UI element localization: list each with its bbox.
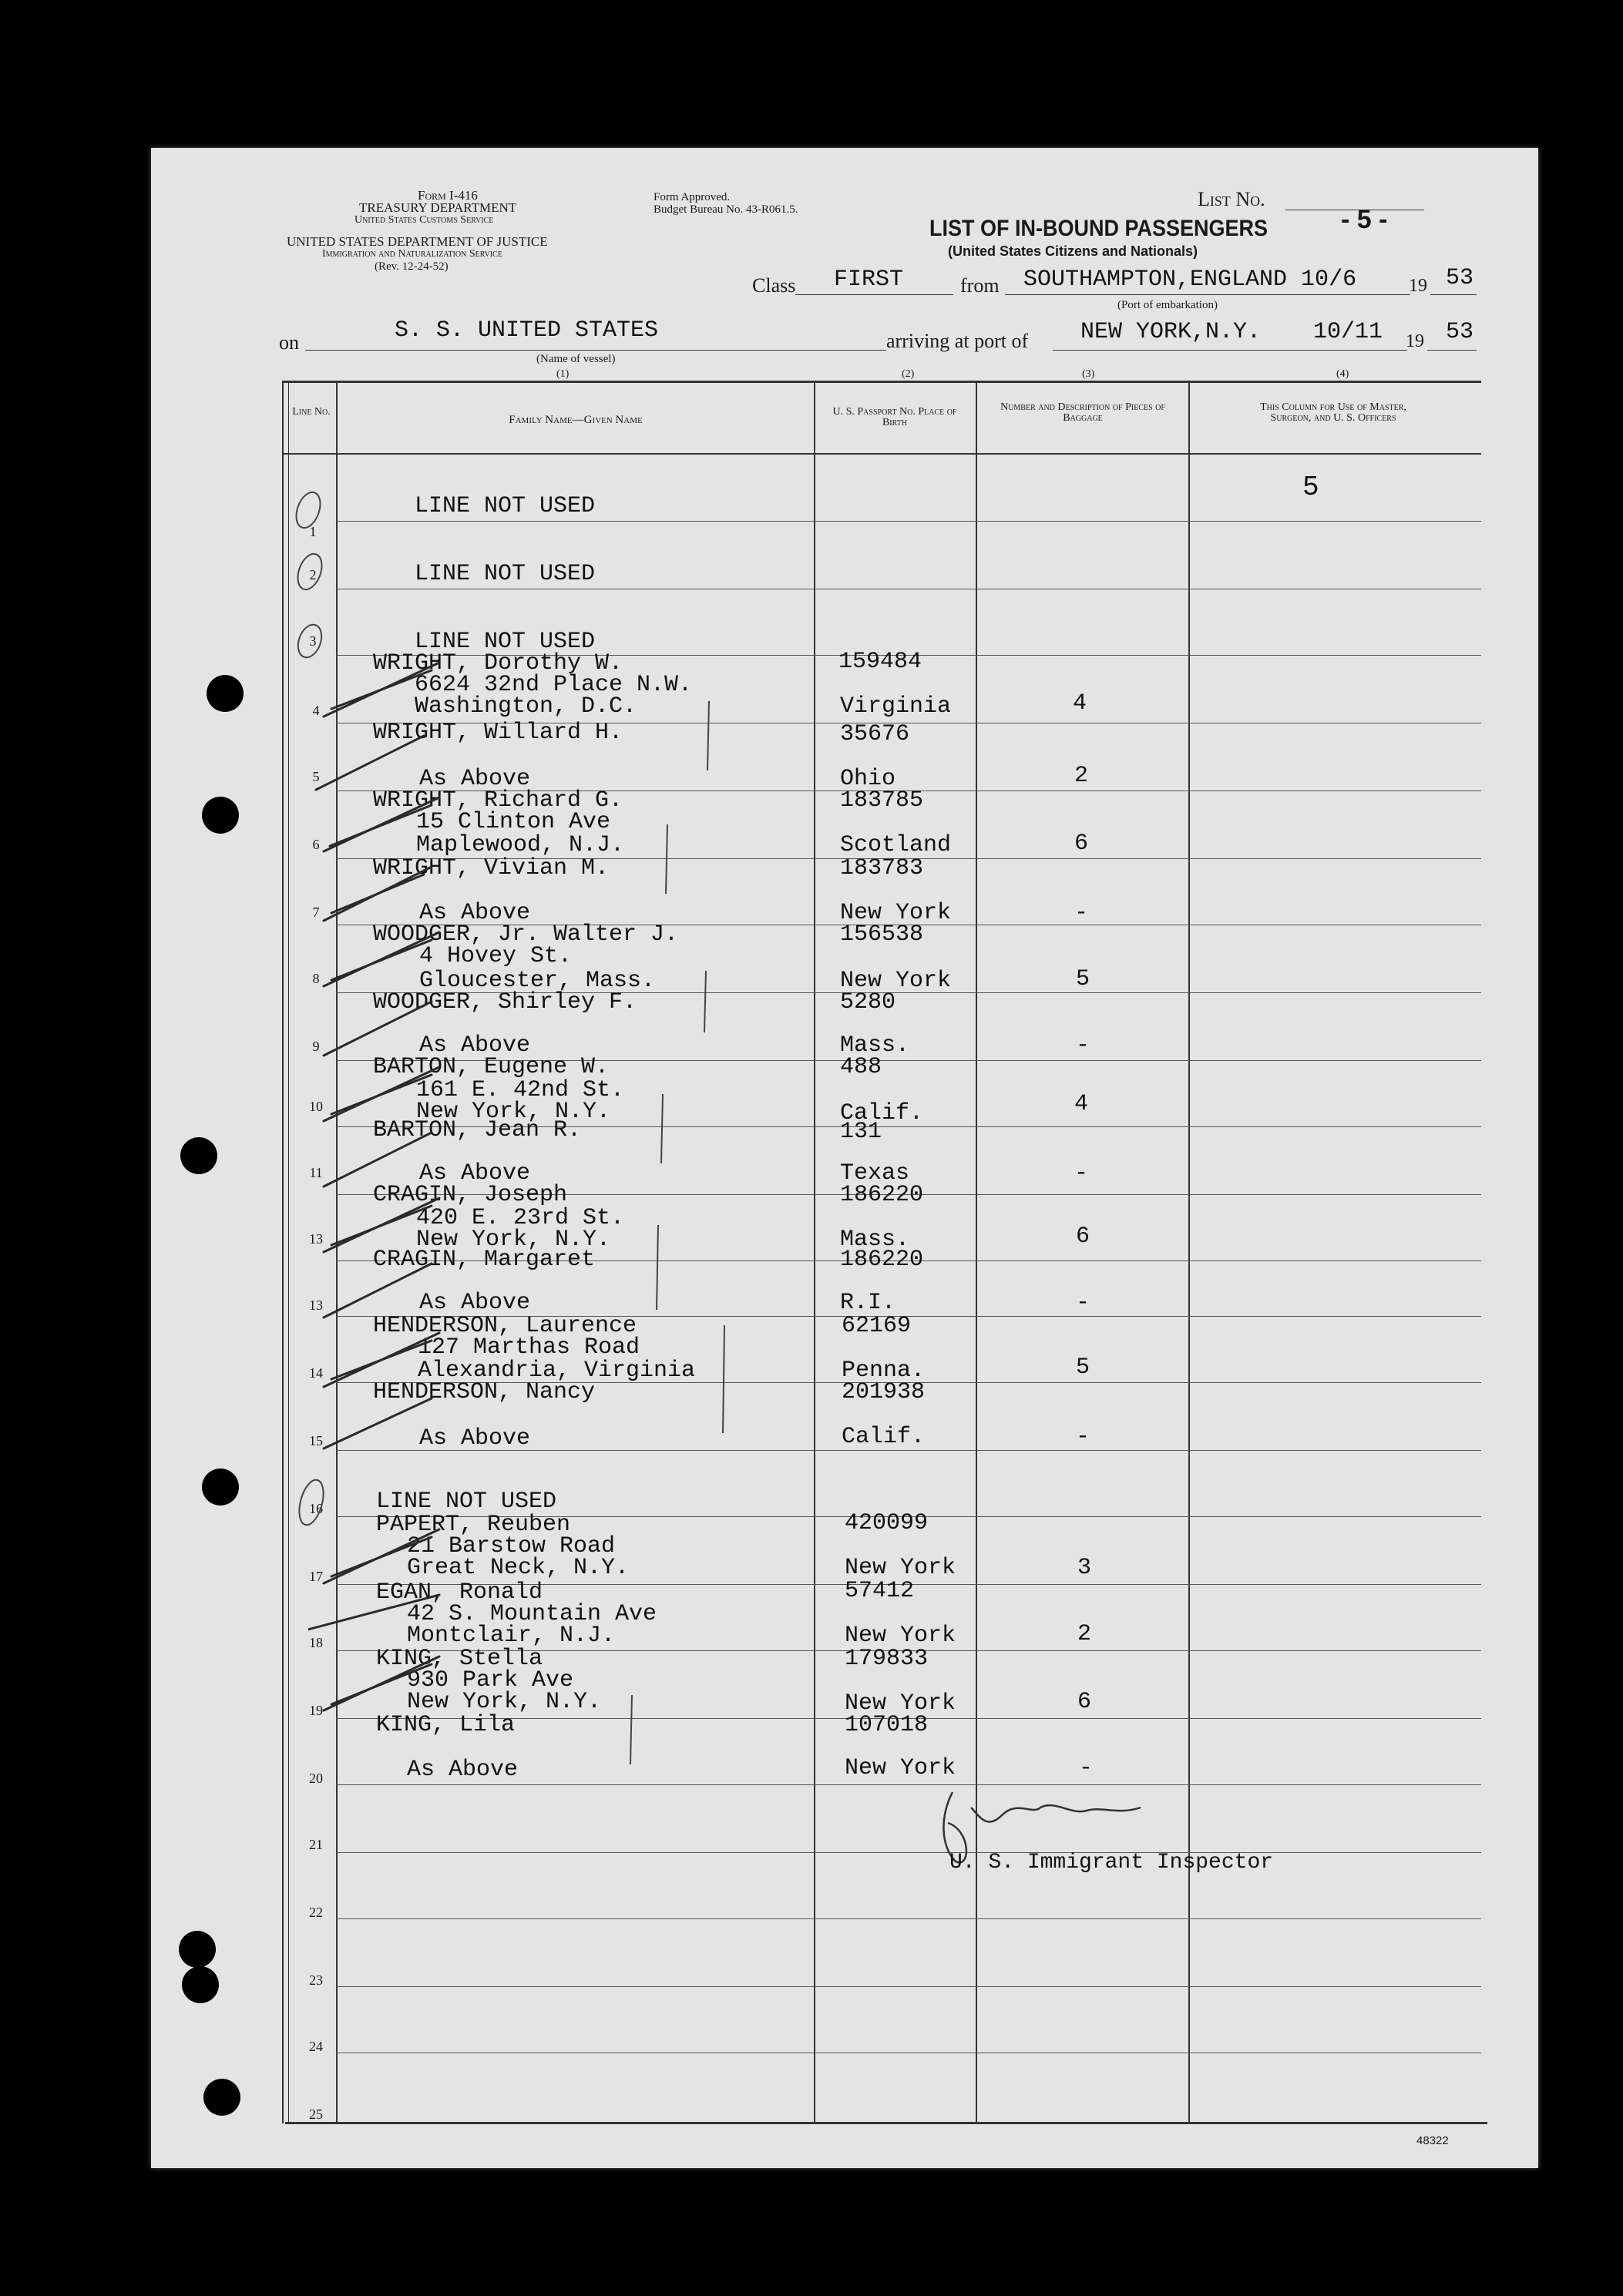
row-14-address: 127 Marthas Road (418, 1334, 640, 1361)
row-17-baggage: 3 (1077, 1555, 1092, 1581)
line-number: 4 (312, 703, 320, 718)
list-no-label: List No. (1198, 188, 1265, 210)
row-10-name: BARTON, Eugene W. (373, 1054, 610, 1080)
row-19-baggage: 6 (1077, 1689, 1092, 1715)
header-passport: U. S. Passport No. Place of Birth (832, 406, 957, 428)
row-5-baggage: 2 (1074, 763, 1089, 789)
header-name: Family Name—Given Name (509, 414, 643, 426)
header-officers: This Column for Use of Master, Surgeon, and U. S. Officers (1260, 401, 1406, 424)
row-14-passport: 62169 (842, 1313, 912, 1339)
row-13-name: CRAGIN, Margaret (373, 1247, 596, 1273)
row-13-birthplace: R.I. (840, 1290, 896, 1316)
col1-number: (1) (556, 368, 570, 380)
row-11-baggage: - (1074, 1160, 1089, 1187)
row-11-birthplace: Texas (840, 1160, 910, 1187)
row-10-passport: 488 (840, 1054, 882, 1080)
row-4-address: 6624 32nd Place N.W. (415, 672, 693, 698)
row-4-baggage: 4 (1073, 690, 1087, 717)
row-16-name: LINE NOT USED (376, 1489, 557, 1515)
form-number: Form I-416 (418, 188, 478, 203)
arrival-year-prefix: 19 (1406, 331, 1424, 351)
row-14-baggage: 5 (1076, 1354, 1090, 1381)
row-15-birthplace: Calif. (842, 1424, 926, 1450)
row-20-passport: 107018 (845, 1712, 929, 1738)
row-10-birthplace: Calif. (840, 1100, 924, 1126)
row-12-passport: 186220 (840, 1182, 924, 1208)
row-1-name: LINE NOT USED (415, 493, 596, 519)
arrival-date: 10/11 (1313, 319, 1383, 345)
row-9-name: WOODGER, Shirley F. (373, 989, 637, 1015)
row-6-birthplace: Scotland (840, 832, 952, 858)
row-4-passport: 159484 (838, 649, 922, 675)
col2-number: (2) (902, 368, 915, 380)
from-underline (1005, 294, 1410, 295)
row-12-baggage: 6 (1076, 1224, 1090, 1250)
row-13-baggage: - (1076, 1290, 1090, 1316)
punch-hole (182, 1966, 219, 2003)
row-7-address: As Above (419, 900, 531, 926)
row-7-passport: 183783 (840, 855, 924, 881)
line-number: 14 (309, 1365, 323, 1381)
row-9-baggage: - (1076, 1032, 1090, 1059)
row-18-birthplace: New York (845, 1623, 956, 1649)
line-number: 15 (309, 1433, 323, 1448)
row-4-name: WRIGHT, Dorothy W. (373, 650, 623, 676)
list-number: - 5 - (1341, 205, 1388, 234)
row-15-baggage: - (1076, 1424, 1090, 1450)
line-number: 20 (309, 1771, 323, 1786)
from-year-prefix: 19 (1409, 276, 1427, 296)
col4-number: (4) (1336, 368, 1349, 380)
class-label: Class (752, 274, 796, 297)
row-14-birthplace: Penna. (842, 1358, 926, 1384)
row-8-baggage: 5 (1076, 966, 1090, 992)
row-6-baggage: 6 (1074, 831, 1089, 857)
class-underline (795, 294, 953, 295)
from-year: 53 (1446, 265, 1474, 291)
line-number: 19 (309, 1703, 323, 1718)
row-9-birthplace: Mass. (840, 1032, 910, 1059)
row-17-birthplace: New York (845, 1555, 956, 1581)
punch-hole (179, 1931, 216, 1968)
row-18-address: 42 S. Mountain Ave (407, 1601, 657, 1627)
vessel-label: (Name of vessel) (536, 353, 616, 365)
line-number: 22 (309, 1905, 323, 1920)
row-9-address: As Above (419, 1032, 531, 1059)
row-8-passport: 156538 (840, 921, 924, 948)
row-13-passport: 186220 (840, 1247, 924, 1273)
vessel-underline (305, 350, 886, 351)
row-17-name: PAPERT, Reuben (376, 1512, 571, 1538)
row-8-city: Gloucester, Mass. (419, 968, 656, 994)
row-8-address: 4 Hovey St. (419, 943, 573, 969)
row-5-birthplace: Ohio (840, 766, 896, 792)
row-17-address: 21 Barstow Road (407, 1533, 616, 1559)
class-value: FIRST (834, 267, 904, 293)
punch-hole (180, 1137, 217, 1174)
budget-bureau: Budget Bureau No. 43-R061.5. (654, 203, 798, 216)
line-number: 18 (309, 1635, 323, 1650)
row-7-birthplace: New York (840, 900, 952, 926)
row-15-name: HENDERSON, Nancy (373, 1379, 596, 1405)
arrival-underline (1053, 350, 1407, 351)
row-20-baggage: - (1079, 1755, 1094, 1781)
line-number: 2 (309, 567, 317, 582)
row-12-birthplace: Mass. (840, 1227, 910, 1253)
row-12-address: 420 E. 23rd St. (416, 1205, 625, 1231)
document-title: LIST OF IN-BOUND PASSENGERS (929, 216, 1268, 241)
row-6-address: 15 Clinton Ave (416, 809, 611, 835)
revision: (Rev. 12-24-52) (375, 260, 449, 273)
line-number: 17 (309, 1569, 323, 1584)
port-embarkation-label: (Port of embarkation) (1117, 299, 1218, 311)
row-19-passport: 179833 (845, 1646, 929, 1672)
on-label: on (279, 331, 299, 354)
line-number: 8 (312, 971, 320, 986)
row-5-passport: 35676 (840, 721, 910, 747)
form-approved: Form Approved. (654, 191, 731, 203)
header-baggage: Number and Description of Pieces of Baggage (1000, 401, 1165, 424)
row-19-city: New York, N.Y. (407, 1689, 602, 1715)
row-10-address: 161 E. 42nd St. (416, 1077, 625, 1103)
customs-service: United States Customs Service (355, 214, 494, 226)
row-17-passport: 420099 (845, 1510, 929, 1536)
line-number: 13 (309, 1297, 323, 1313)
row-5-address: As Above (419, 766, 531, 792)
row-8-name: WOODGER, Jr. Walter J. (373, 921, 679, 948)
line-number: 7 (312, 905, 320, 920)
row-14-city: Alexandria, Virginia (418, 1358, 696, 1384)
row-13-address: As Above (419, 1290, 531, 1316)
line-number: 24 (309, 2039, 323, 2054)
line-number: 25 (309, 2106, 323, 2122)
ins-label: Immigration and Naturalization Service (322, 248, 502, 260)
line-number: 10 (309, 1099, 323, 1114)
embarkation-port: SOUTHAMPTON,ENGLAND 10/6 (1023, 267, 1357, 293)
punch-hole (207, 675, 244, 712)
row-11-passport: 131 (840, 1119, 882, 1145)
document-subtitle: (United States Citizens and Nationals) (948, 243, 1198, 259)
row-11-address: As Above (419, 1160, 531, 1187)
from-label: from (960, 274, 1000, 297)
row-18-passport: 57412 (845, 1578, 915, 1604)
row-11-name: BARTON, Jean R. (373, 1117, 582, 1143)
row-19-name: KING, Stella (376, 1646, 543, 1672)
row-10-baggage: 4 (1074, 1091, 1089, 1117)
row-4-city: Washington, D.C. (415, 693, 637, 720)
arriving-label: arriving at port of (886, 330, 1029, 352)
line-number: 5 (312, 769, 320, 784)
row-6-city: Maplewood, N.J. (416, 832, 625, 858)
arrival-year-underline (1427, 350, 1477, 351)
row-7-name: WRIGHT, Vivian M. (373, 855, 610, 881)
row-18-name: EGAN, Ronald (376, 1579, 543, 1606)
row-9-passport: 5280 (840, 989, 896, 1015)
row-19-address: 930 Park Ave (407, 1667, 574, 1693)
treasury-dept: TREASURY DEPARTMENT (359, 200, 517, 215)
line-number: 3 (309, 633, 317, 649)
header-line-no: Line No. (292, 406, 331, 418)
row-14-name: HENDERSON, Laurence (373, 1313, 637, 1339)
line-number: 9 (312, 1039, 320, 1054)
row-20-address: As Above (407, 1757, 519, 1783)
col3-number: (3) (1082, 368, 1095, 380)
line-number: 11 (309, 1165, 323, 1180)
line-number: 23 (309, 1972, 323, 1988)
justice-dept: UNITED STATES DEPARTMENT OF JUSTICE (287, 234, 548, 249)
line-number: 16 (309, 1501, 323, 1516)
line-number: 13 (309, 1231, 323, 1247)
row-17-city: Great Neck, N.Y. (407, 1555, 630, 1581)
row-20-birthplace: New York (845, 1755, 956, 1781)
row-6-passport: 183785 (840, 787, 924, 814)
line-number: 6 (312, 837, 320, 852)
arrival-port: NEW YORK,N.Y. (1080, 319, 1262, 345)
inspector-title: U. S. Immigrant Inspector (949, 1851, 1274, 1875)
arrival-year: 53 (1446, 319, 1474, 345)
footer-code: 48322 (1416, 2134, 1449, 2147)
row-5-name: WRIGHT, Willard H. (373, 720, 623, 746)
row-6-name: WRIGHT, Richard G. (373, 787, 623, 814)
vessel-name: S. S. UNITED STATES (395, 317, 659, 344)
row-12-city: New York, N.Y. (416, 1227, 611, 1253)
row-20-name: KING, Lila (376, 1712, 516, 1738)
line-number: 21 (309, 1837, 323, 1852)
row-7-baggage: - (1074, 900, 1089, 926)
row-10-city: New York, N.Y. (416, 1099, 611, 1125)
row-12-name: CRAGIN, Joseph (373, 1182, 568, 1208)
row-18-baggage: 2 (1077, 1621, 1092, 1647)
row-18-city: Montclair, N.J. (407, 1623, 616, 1649)
row-2-name: LINE NOT USED (415, 561, 596, 587)
row-15-passport: 201938 (842, 1379, 926, 1405)
punch-hole (202, 797, 239, 834)
punch-hole (203, 2079, 240, 2116)
row-3-name: LINE NOT USED (415, 629, 596, 655)
row-8-birthplace: New York (840, 968, 952, 994)
row-19-birthplace: New York (845, 1690, 956, 1717)
handwritten-check-marks (308, 647, 771, 1772)
row-4-birthplace: Virginia (840, 693, 952, 720)
line-number: 1 (309, 524, 317, 539)
row-15-address: As Above (419, 1425, 531, 1452)
punch-hole (202, 1469, 239, 1505)
from-year-underline (1430, 294, 1477, 295)
officer-note: 5 (1302, 472, 1319, 503)
